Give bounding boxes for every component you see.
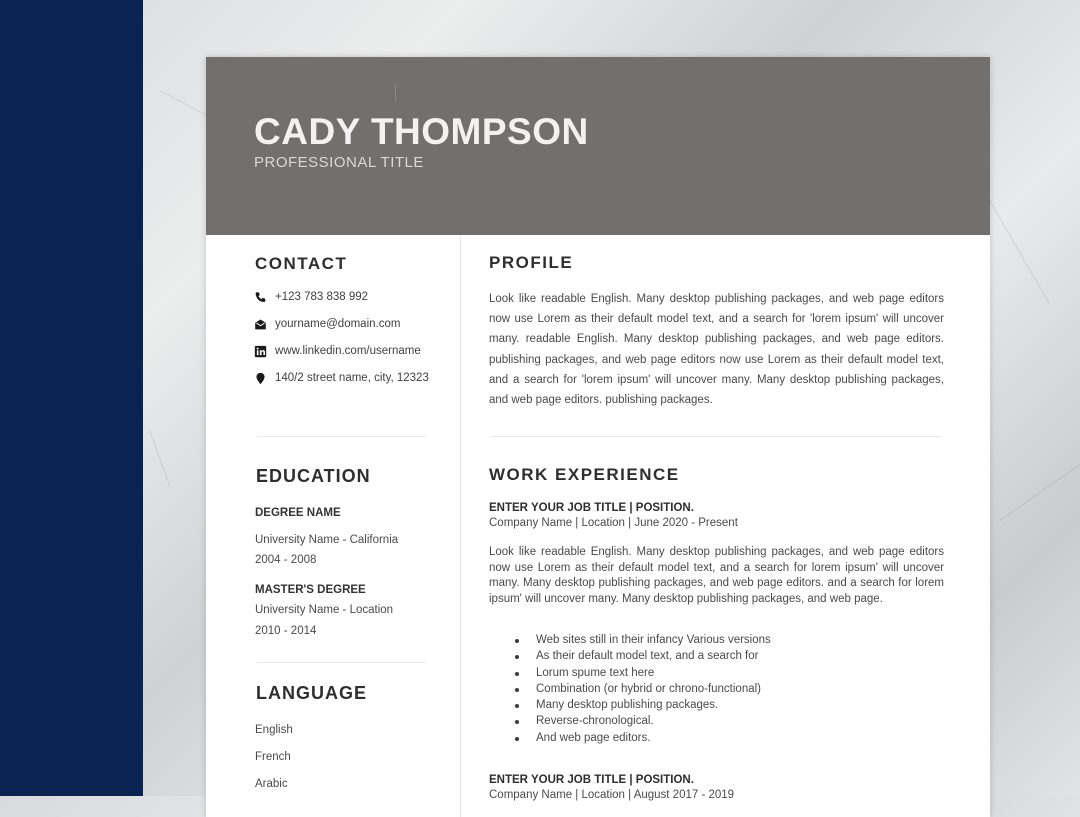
resume-page — [206, 57, 990, 817]
list-item: Lorum spume text here — [536, 665, 771, 681]
job-meta: Company Name | Location | August 2017 - 2019 — [489, 789, 735, 801]
job-meta: Company Name | Location | June 2020 - Present — [489, 517, 738, 529]
education-degree: DEGREE NAME — [255, 507, 341, 519]
resume-header — [206, 57, 990, 235]
phone-icon — [254, 291, 267, 304]
job-description: Look like readable English. Many desktop publishing packages, and web page editors now use Lorem as their default model text, and a search for lorem ipsum' will uncover many. Many desktop publishing packages, and web page editors. and a search for lorem ipsum' will uncover many. Many desktop publishing packages, and web page. — [489, 546, 944, 605]
section-divider — [257, 662, 426, 663]
contact-linkedin — [254, 343, 421, 359]
education-years: 2010 - 2014 — [255, 625, 317, 637]
list-item: Reverse-chronological. — [536, 713, 771, 729]
contact-phone — [254, 289, 368, 305]
section-divider — [490, 436, 940, 437]
list-item: Many desktop publishing packages. — [536, 697, 771, 713]
education-school: University Name - Location — [255, 604, 394, 616]
language-item: Arabic — [255, 778, 288, 790]
contact-phone-text: +123 783 838 992 — [275, 291, 369, 303]
language-heading: LANGUAGE — [256, 683, 367, 703]
section-divider — [257, 436, 426, 437]
list-item: As their default model text, and a search for — [536, 648, 771, 664]
contact-address-text: 140/2 street name, city, 12323 — [275, 372, 429, 384]
location-pin-icon — [254, 372, 267, 385]
profile-heading: PROFILE — [489, 253, 574, 272]
contact-address — [254, 370, 429, 386]
marble-vein — [989, 200, 1050, 304]
header-divider-mark — [395, 84, 396, 101]
contact-email-text: yourname@domain.com — [275, 318, 401, 330]
contact-linkedin-text: www.linkedin.com/username — [275, 345, 421, 357]
language-item: English — [255, 724, 293, 736]
marble-vein — [1000, 457, 1080, 521]
profile-text: Look like readable English. Many desktop publishing packages, and web page editors now use Lorem as their default model text, and a search for 'lorem ipsum' will uncover many. readable English. Many desktop publishing packages, and web page editors. publishing packages, and web page editors now use Lorem as their default model text, and a search for 'lorem ipsum' will uncover many. Many desktop publishing packages, and web page editors. publishing packages. — [489, 293, 944, 407]
contact-email — [254, 316, 400, 332]
list-item: Web sites still in their infancy Various versions — [536, 632, 771, 648]
education-heading: EDUCATION — [256, 466, 371, 486]
language-item: French — [255, 751, 291, 763]
job-bullet-list — [536, 632, 771, 746]
work-experience-heading: WORK EXPERIENCE — [489, 465, 680, 484]
marble-vein — [149, 430, 170, 487]
candidate-name: CADY THOMPSON — [254, 111, 589, 152]
education-school: University Name - California — [255, 534, 399, 546]
education-years: 2004 - 2008 — [255, 554, 317, 566]
linkedin-icon — [254, 345, 267, 358]
list-item: Combination (or hybrid or chrono-functional) — [536, 681, 771, 697]
navy-side-bar — [0, 0, 143, 796]
list-item: And web page editors. — [536, 730, 771, 746]
education-degree: MASTER'S DEGREE — [255, 584, 366, 596]
job-title: ENTER YOUR JOB TITLE | POSITION. — [489, 774, 694, 786]
job-title: ENTER YOUR JOB TITLE | POSITION. — [489, 502, 694, 514]
email-icon — [254, 318, 267, 331]
column-divider — [460, 235, 461, 817]
contact-heading: CONTACT — [255, 254, 348, 273]
professional-title: PROFESSIONAL TITLE — [254, 154, 424, 171]
